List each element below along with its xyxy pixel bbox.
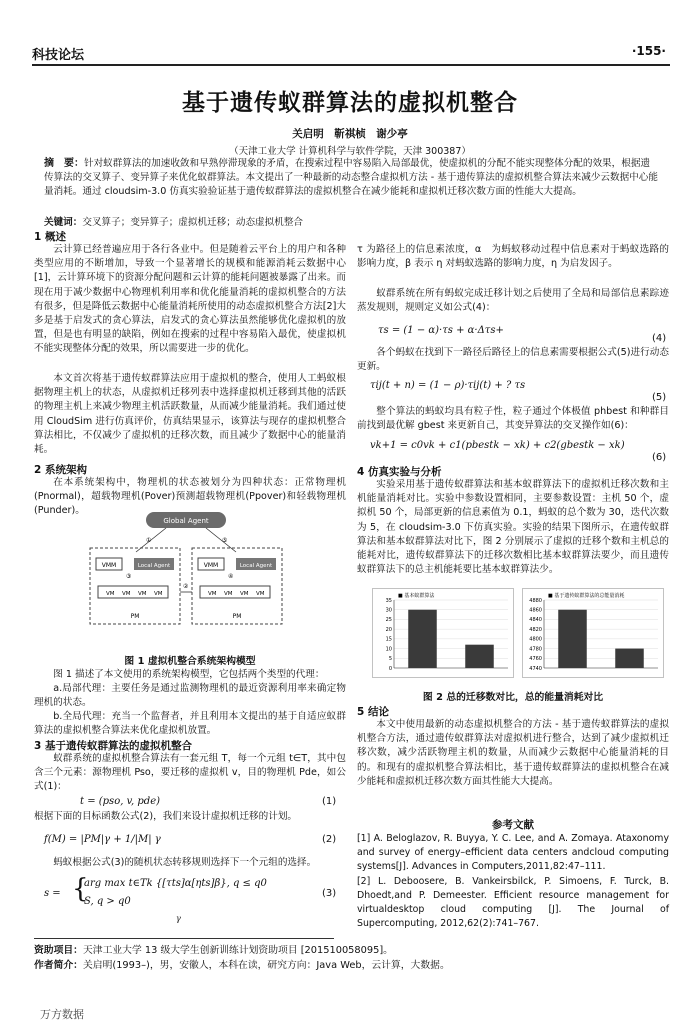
abstract	[44, 157, 658, 199]
bar	[615, 649, 644, 668]
left-para-4: 图 1 描述了本文使用的系统架构模型，它包括两个类型的代理：	[53, 669, 325, 680]
y-tick-label: 5	[388, 656, 392, 663]
pm-label-left: PM	[130, 613, 140, 620]
equation-3-number: (3)	[322, 888, 337, 899]
abstract-label: 摘 要：	[44, 158, 84, 169]
vm-r2: VM	[224, 591, 233, 597]
y-tick-label: 4860	[529, 607, 542, 614]
chart-legend: ■ 基于遗传蚁群算法的总能量消耗	[548, 593, 625, 599]
y-tick-label: 4820	[529, 626, 542, 633]
page-number: ·155·	[631, 44, 666, 58]
section-2-heading: 2 系统架构	[34, 464, 87, 476]
equation-3-brace: {	[72, 874, 89, 904]
y-tick-label: 4800	[529, 636, 542, 643]
y-tick-label: 10	[385, 646, 392, 653]
pm-label-right: PM	[232, 613, 242, 620]
vm-l1: VM	[106, 591, 115, 597]
y-tick-label: 15	[385, 636, 392, 643]
equation-3-tail: γ	[176, 914, 181, 923]
y-tick-label: 25	[385, 617, 392, 624]
equation-5-number: (5)	[652, 392, 667, 403]
migration-count-chart	[372, 588, 514, 678]
local-agent-label-left: Local Agent	[137, 563, 171, 569]
step-5: ⑤	[222, 537, 228, 544]
y-tick-label: 0	[388, 665, 392, 672]
y-tick-label: 35	[385, 597, 392, 604]
keywords	[44, 214, 303, 228]
right-para-3: 各个蚂蚁在找到下一路径后路径上的信息素需要根据公式(5)进行动态更新。	[357, 347, 669, 373]
y-tick-label: 4840	[529, 617, 542, 624]
equation-5: τij(t + n) = (1 − ρ)·τij(t) + ? τs	[370, 380, 526, 391]
energy-consumption-chart	[522, 588, 664, 678]
bar	[408, 610, 437, 668]
affiliation: （天津工业大学 计算机科学与软件学院，天津 300387）	[229, 146, 471, 157]
chart-legend: ■ 基本蚁群算法	[398, 593, 435, 599]
section-1-heading: 1 概述	[34, 231, 66, 243]
architecture-diagram	[86, 508, 286, 648]
reference-1: [1] A. Beloglazov, R. Buyya, Y. C. Lee, and A. Zomaya. Ataxonomy and survey of energy–efficient data centers andcloud computing systems[J]. Advances in Computers,2011,82:47–111.	[357, 833, 669, 872]
left-para-1: 云计算已经普遍应用于各行各业中。但是随着云平台上的用户和各种类型应用的不断增加，导致一个显著增长的规模和能源消耗云数据中心[1]，云计算环境下的资源分配问题和云计算的能耗问题被暴露了出来。而现在用于减少数据中心物理机利用率和优化能量消耗的虚拟机整合的方法有很多，但是降低云数据中心能量消耗所使用的动态虚拟机整合方法[2]大多是基于启发式的贪心算法，启发式的贪心算法虽然能够优化虚拟机的放置，但是也有明显的缺陷，例如在搜索的过程中容易陷入最优，使虚拟机不能实现整体分配的效果，所以需要进一步的优化。	[34, 244, 346, 355]
abstract-text: 针对蚁群算法的加速收敛和早熟停滞现象的矛盾，在搜索过程中容易陷入局部最优，使虚拟机的分配不能实现整体分配的效果，根据遗传算法的交叉算子、变异算子来优化蚁群算法。本文提出了一种最新的动态整合虚拟机方法 - 基于遗传算法的虚拟机整合算法来减少云数据中心能量消耗。通过 cloudsim-3.0 仿真实验验证基于遗传蚁群算法的虚拟机整合在减少能耗和虚拟机迁移次数方面的性能大大提高。	[44, 158, 658, 197]
keywords-label: 关键词：	[44, 217, 83, 228]
left-para-7: 蚁群系统的虚拟机整合算法有一套元组 T，每一个元组 t∈T，其中包含三个元素：源物理机 Pso，要迁移的虚拟机 v，目的物理机 Pde，如公式(1)：	[34, 753, 346, 793]
y-tick-label: 4760	[529, 656, 542, 663]
header-rule	[32, 64, 670, 66]
local-agent-label-right: Local Agent	[239, 563, 273, 569]
keywords-text: 交叉算子；变异算子；虚拟机迁移；动态虚拟机整合	[82, 217, 304, 228]
equation-3-case-2: S, q > q0	[84, 896, 131, 907]
step-2: ②	[183, 583, 189, 590]
equation-4-number: (4)	[652, 333, 667, 344]
bar	[465, 645, 494, 668]
author-bio-label: 作者简介：	[34, 960, 83, 971]
y-tick-label: 20	[385, 626, 392, 633]
right-para-6: 本文中使用最新的动态虚拟机整合的方法 - 基于遗传蚁群算法的虚拟机整合方法，通过遗传蚁群算法对虚拟机进行整合，达到了减少虚拟机迁移次数，减少活跃物理主机的数量，从而减少云数据中心能量消耗的目的。和现有的虚拟机整合算法相比，基于遗传蚁群算法的虚拟机整合在减少能耗和虚拟机迁移次数方面其性能大大提高。	[357, 719, 669, 787]
funding-label: 资助项目：	[34, 945, 83, 956]
equation-2: f(M) = |PM|γ + 1/|M| γ	[44, 834, 161, 845]
equation-1-number: (1)	[322, 796, 337, 807]
watermark: 万方数据	[40, 1008, 84, 1021]
vmm-label-right: VMM	[203, 562, 219, 569]
bar	[558, 610, 587, 668]
equation-6-number: (6)	[652, 452, 667, 463]
global-agent-label: Global Agent	[163, 517, 209, 525]
vm-r4: VM	[256, 591, 265, 597]
footnote-rule	[34, 938, 334, 939]
left-para-8: 根据下面的目标函数公式(2)，我们来设计虚拟机迁移的计划。	[34, 811, 298, 822]
vm-l4: VM	[154, 591, 163, 597]
vm-r3: VM	[240, 591, 249, 597]
author-bio-text: 关启明(1993–)，男，安徽人，本科在读，研究方向：Java Web，云计算，大数据。	[82, 960, 450, 971]
step-1: ①	[146, 537, 152, 544]
section-5-heading: 5 结论	[357, 706, 389, 718]
references-heading: 参考文献	[492, 819, 534, 831]
left-para-9: 蚂蚁根据公式(3)的随机状态转移规则选择下一个元组的选择。	[53, 857, 317, 868]
vm-l3: VM	[138, 591, 147, 597]
right-para-1: τ 为路径上的信息素浓度，α 为蚂蚁移动过程中信息素对于蚂蚁选路的影响力度，β 表示 η 对蚂蚁选路的影响力度，η 为启发因子。	[357, 244, 669, 270]
link-right	[206, 528, 236, 552]
section-4-heading: 4 仿真实验与分析	[357, 466, 442, 478]
vm-r1: VM	[208, 591, 217, 597]
equation-6: vk+1 = c0vk + c1(pbestk − xk) + c2(gbestk − xk)	[370, 440, 625, 451]
left-para-5: a.局部代理：主要任务是通过监测物理机的最近资源利用率来确定物理机的状态。	[34, 683, 346, 709]
equation-4: τs = (1 − α)·τs + α·Δτs+	[378, 325, 504, 336]
figure-2-caption: 图 2 总的迁移数对比，总的能量消耗对比	[422, 692, 604, 703]
funding-text: 天津工业大学 13 级大学生创新训练计划资助项目 [201510058095]。	[82, 945, 393, 956]
reference-2: [2] L. Deboosere, B. Vankeirsbilck, P. Simoens, F. Turck, B. Dhoedt,and P. Demeester. Efficient resource management for virtualdesktop cloud computing [J]. The Journal of Supercomputing, 2012,62(2):741–767.	[357, 876, 669, 929]
right-para-2: 蚁群系统在所有蚂蚁完成迁移计划之后使用了全局和局部信息素踪迹蒸发规则，规则定义如公式(4)：	[357, 288, 669, 314]
section-3-heading: 3 基于遗传蚁群算法的虚拟机整合	[34, 740, 192, 752]
y-tick-label: 4780	[529, 646, 542, 653]
vmm-label-left: VMM	[101, 562, 117, 569]
left-para-2: 本文首次将基于遗传蚁群算法应用于虚拟机的整合，使用人工蚂蚁根据物理主机上的状态，从虚拟机迁移列表中选择虚拟机迁移到其他的活跃的物理主机上来减少物理主机活跃数量，从而减少能量消耗。我们通过使用 CloudSim 进行仿真评价，仿真结果显示，该算法与现存的虚拟机整合算法相比，不仅减少了虚拟机的迁移次数，而且减少了数据中心的能量消耗。	[34, 373, 346, 456]
funding-note	[34, 942, 393, 956]
equation-1: t = (pso, v, pde)	[80, 796, 161, 807]
journal-column: 科技论坛	[32, 48, 85, 63]
step-4: ④	[228, 573, 234, 580]
right-para-4: 整个算法的蚂蚁均具有粒子性，粒子通过个体极值 phbest 和种群目前找到最优解 gbest 来更新自己，其变异算法的交叉操作如(6)：	[357, 406, 669, 432]
left-para-3: 在本系统架构中，物理机的状态被划分为四种状态：正常物理机(Pnormal)，超载物理机(Pover)预测超载物理机(Ppover)和轻载物理机(Punder)。	[34, 477, 346, 517]
paper-title: 基于遗传蚁群算法的虚拟机整合	[182, 89, 518, 116]
step-3: ③	[126, 573, 132, 580]
equation-3-lhs: s =	[44, 888, 61, 899]
right-para-5: 实验采用基于遗传蚁群算法和基本蚁群算法下的虚拟机迁移次数和主机能量消耗对比。实验中参数设置相同，主要参数设置：主机 50 个，虚拟机 50 个，局部更新的信息素值为 0.1，蚂蚁的总个数为 30，迭代次数为 5，在 cloudsim-3.0 下仿真实验。实验的结果下图所示，在遗传蚁群算法和基本蚁群算法对比下，图 2 分别展示了虚拟的迁移个数和主机总的能耗对比，遗传蚁群算法下的迁移次数相比基本蚁群算法要少，而且遗传蚁群算法下的总主机能耗要比基本蚁群算法少。	[357, 479, 669, 576]
vm-l2: VM	[122, 591, 131, 597]
author-bio	[34, 957, 450, 971]
authors: 关启明 靳祺桢 谢少亭	[292, 128, 408, 140]
y-tick-label: 4740	[529, 665, 542, 672]
equation-2-number: (2)	[322, 834, 337, 845]
figure-1-caption: 图 1 虚拟机整合系统架构模型	[124, 656, 256, 667]
y-tick-label: 4880	[529, 597, 542, 604]
y-tick-label: 30	[385, 607, 392, 614]
left-para-6: b.全局代理：充当一个监督者，并且利用本文提出的基于自适应蚁群算法的虚拟机整合算法来优化虚拟机放置。	[34, 711, 346, 737]
equation-3-case-1: arg max t∈Tk {[τts]α[ηts]β}, q ≤ q0	[84, 878, 267, 889]
